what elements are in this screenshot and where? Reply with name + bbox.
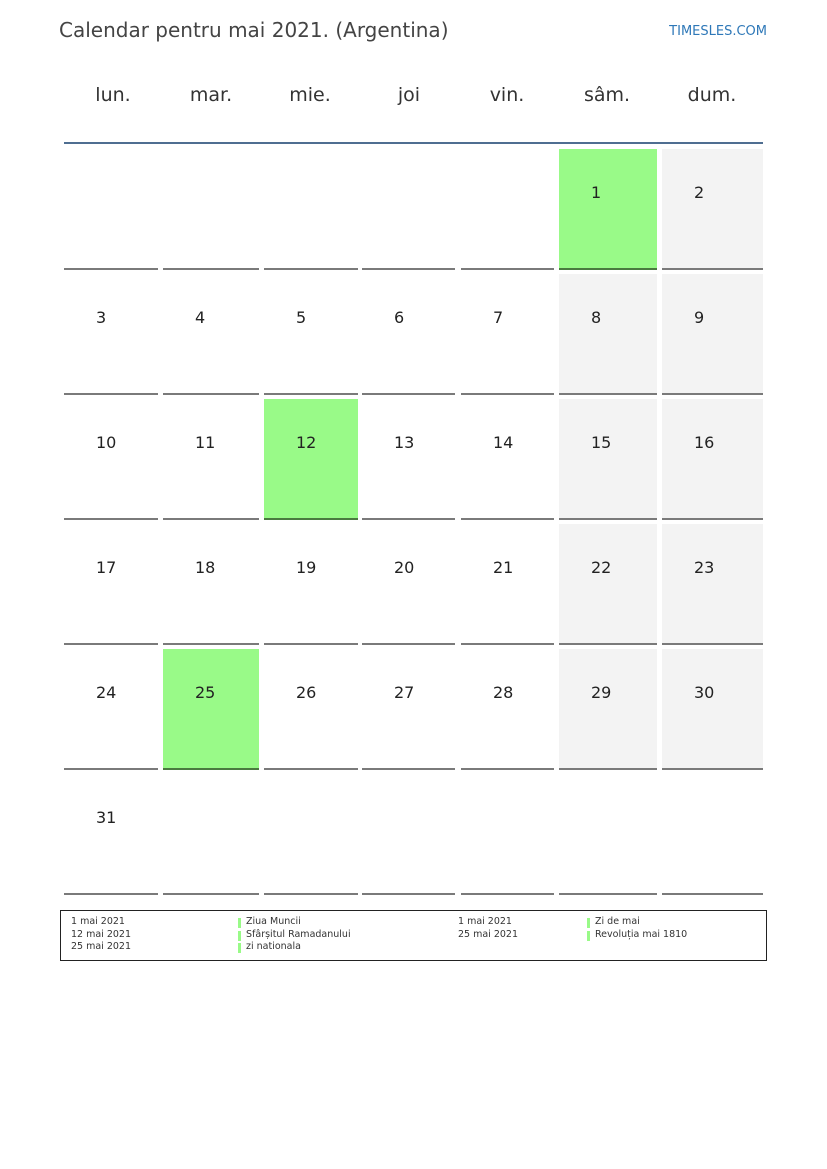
day-number: 5 xyxy=(296,308,307,327)
day-cell-16 xyxy=(662,399,763,520)
day-cell-26 xyxy=(264,649,358,770)
day-number: 1 xyxy=(591,183,602,202)
empty-day-cell xyxy=(461,149,554,270)
day-cell-4 xyxy=(163,274,259,395)
weekday-header xyxy=(64,84,763,124)
day-number: 29 xyxy=(591,683,612,702)
day-cell-15 xyxy=(559,399,657,520)
weekday-wed: mie. xyxy=(289,84,331,106)
empty-day-cell xyxy=(163,774,259,895)
day-cell-19 xyxy=(264,524,358,645)
day-number: 2 xyxy=(694,183,705,202)
day-cell-3 xyxy=(64,274,158,395)
day-number: 10 xyxy=(96,433,117,452)
day-number: 27 xyxy=(394,683,415,702)
legend-holiday-name: Sfârșitul Ramadanului xyxy=(246,929,351,940)
day-cell-24 xyxy=(64,649,158,770)
day-cell-28 xyxy=(461,649,554,770)
day-cell-20 xyxy=(362,524,455,645)
day-number: 22 xyxy=(591,558,612,577)
day-number: 19 xyxy=(296,558,317,577)
day-number: 7 xyxy=(493,308,504,327)
day-number: 14 xyxy=(493,433,514,452)
day-cell-31 xyxy=(64,774,158,895)
day-cell-12 xyxy=(264,399,358,520)
empty-day-cell xyxy=(362,774,455,895)
legend-date: 25 mai 2021 xyxy=(71,941,132,952)
legend-date: 1 mai 2021 xyxy=(458,916,512,927)
day-number: 15 xyxy=(591,433,612,452)
day-number: 28 xyxy=(493,683,514,702)
day-cell-11 xyxy=(163,399,259,520)
empty-day-cell xyxy=(461,774,554,895)
day-number: 6 xyxy=(394,308,405,327)
empty-day-cell xyxy=(163,149,259,270)
empty-day-cell xyxy=(559,774,657,895)
day-number: 16 xyxy=(694,433,715,452)
day-number: 24 xyxy=(96,683,117,702)
legend-date: 12 mai 2021 xyxy=(71,929,132,940)
day-cell-21 xyxy=(461,524,554,645)
day-cell-14 xyxy=(461,399,554,520)
day-number: 12 xyxy=(296,433,317,452)
day-cell-27 xyxy=(362,649,455,770)
weekday-fri: vin. xyxy=(489,84,525,106)
holiday-color-marker xyxy=(238,931,241,941)
day-cell-30 xyxy=(662,649,763,770)
weekday-sat: sâm. xyxy=(583,84,631,106)
site-link[interactable]: TIMESLES.COM xyxy=(669,24,767,39)
day-number: 25 xyxy=(195,683,216,702)
day-number: 9 xyxy=(694,308,705,327)
day-cell-8 xyxy=(559,274,657,395)
day-number: 18 xyxy=(195,558,216,577)
day-cell-22 xyxy=(559,524,657,645)
day-cell-25 xyxy=(163,649,259,770)
holiday-color-marker xyxy=(587,931,590,941)
legend-date: 1 mai 2021 xyxy=(71,916,125,927)
day-cell-17 xyxy=(64,524,158,645)
day-number: 3 xyxy=(96,308,107,327)
day-cell-13 xyxy=(362,399,455,520)
day-number: 30 xyxy=(694,683,715,702)
holiday-color-marker xyxy=(587,918,590,928)
legend-holiday-name: zi nationala xyxy=(246,941,301,952)
day-number: 21 xyxy=(493,558,514,577)
day-number: 13 xyxy=(394,433,415,452)
day-number: 26 xyxy=(296,683,317,702)
day-cell-9 xyxy=(662,274,763,395)
holiday-color-marker xyxy=(238,943,241,953)
header-divider xyxy=(64,142,763,144)
day-number: 8 xyxy=(591,308,602,327)
empty-day-cell xyxy=(264,774,358,895)
weekday-mon: lun. xyxy=(95,84,131,106)
day-cell-2 xyxy=(662,149,763,270)
legend-holiday-name: Ziua Muncii xyxy=(246,916,301,927)
day-cell-1 xyxy=(559,149,657,270)
legend-date: 25 mai 2021 xyxy=(458,929,519,940)
holiday-legend xyxy=(60,910,767,961)
day-cell-5 xyxy=(264,274,358,395)
legend-holiday-name: Zi de mai xyxy=(595,916,640,927)
day-number: 31 xyxy=(96,808,117,827)
holiday-color-marker xyxy=(238,918,241,928)
day-cell-18 xyxy=(163,524,259,645)
empty-day-cell xyxy=(662,774,763,895)
day-number: 11 xyxy=(195,433,216,452)
legend-holiday-name: Revoluția mai 1810 xyxy=(595,929,688,940)
day-cell-29 xyxy=(559,649,657,770)
day-number: 20 xyxy=(394,558,415,577)
day-number: 17 xyxy=(96,558,117,577)
page-title: Calendar pentru mai 2021. (Argentina) xyxy=(59,18,449,42)
day-cell-10 xyxy=(64,399,158,520)
day-cell-6 xyxy=(362,274,455,395)
empty-day-cell xyxy=(264,149,358,270)
weekday-thu: joi xyxy=(397,84,421,106)
empty-day-cell xyxy=(64,149,158,270)
day-number: 4 xyxy=(195,308,206,327)
day-cell-23 xyxy=(662,524,763,645)
day-number: 23 xyxy=(694,558,715,577)
day-cell-7 xyxy=(461,274,554,395)
empty-day-cell xyxy=(362,149,455,270)
weekday-tue: mar. xyxy=(189,84,233,106)
weekday-sun: dum. xyxy=(687,84,737,106)
